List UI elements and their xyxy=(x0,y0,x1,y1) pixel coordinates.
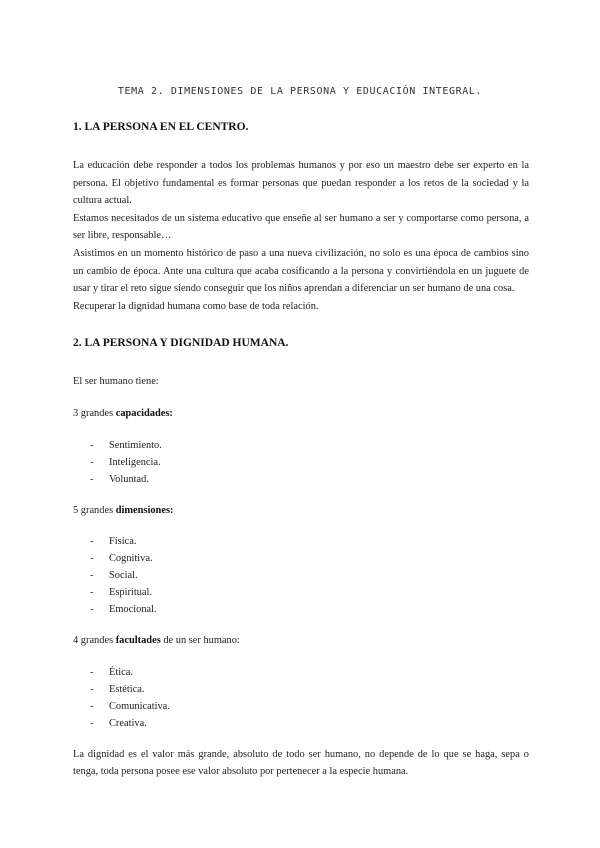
dimensiones-list xyxy=(73,533,529,618)
bullet-dash: - xyxy=(90,570,94,582)
section-2-intro: El ser humano tiene: xyxy=(73,376,159,388)
list-item-text: Espiritual. xyxy=(109,587,152,599)
facultades-suffix: de un ser humano: xyxy=(160,635,240,647)
list-item-text: Estética. xyxy=(109,683,145,695)
document-title: TEMA 2. DIMENSIONES DE LA PERSONA Y EDUCACIÓN INTEGRAL. xyxy=(117,86,483,97)
list-item xyxy=(73,437,529,454)
section-1-heading: 1. LA PERSONA EN EL CENTRO. xyxy=(73,121,249,133)
list-item xyxy=(73,681,529,698)
list-item xyxy=(73,567,529,584)
list-item-text: Comunicativa. xyxy=(109,700,170,712)
section-1-paragraph: Asistimos en un momento histórico de paso a una nueva civilización, no solo es una época de cambios sino un cambio de época. Ante una cultura que acaba cosificando a la persona y convirtiéndola en un juguete de usar y tirar el reto sigue siendo conseguir que los niños aprendan a diferenciar un ser humano de una cosa. xyxy=(73,247,529,295)
dimensiones-label: dimensiones: xyxy=(115,504,174,516)
list-item-text: Inteligencia. xyxy=(109,456,161,468)
list-item-text: Emocional. xyxy=(109,604,157,616)
list-item-text: Voluntad. xyxy=(109,473,149,485)
bullet-dash: - xyxy=(90,553,94,565)
list-item xyxy=(73,471,529,488)
facultades-list xyxy=(73,664,529,732)
list-item-text: Social. xyxy=(109,570,138,582)
bullet-dash: - xyxy=(90,604,94,616)
facultades-heading xyxy=(73,632,529,650)
bullet-dash: - xyxy=(90,700,94,712)
list-item xyxy=(73,584,529,601)
list-item xyxy=(73,601,529,618)
list-item-text: Cognitiva. xyxy=(109,553,153,565)
section-1-paragraph: Estamos necesitados de un sistema educativo que enseñe al ser humano a ser y comportarse como persona, a ser libre, responsable… xyxy=(73,212,529,242)
facultades-label: facultades xyxy=(115,635,161,647)
capacidades-heading xyxy=(73,405,529,423)
section-1-paragraph: La educación debe responder a todos los problemas humanos y por eso un maestro debe ser experto en la persona. El objetivo fundamental es formar personas que puedan responder a los retos de la sociedad y la cultura actual. xyxy=(73,160,529,207)
list-item-text: Ética. xyxy=(109,666,133,678)
list-item-text: Sentimiento. xyxy=(109,439,162,451)
list-item xyxy=(73,715,529,732)
capacidades-list xyxy=(73,437,529,488)
bullet-dash: - xyxy=(90,717,94,729)
bullet-dash: - xyxy=(90,536,94,548)
bullet-dash: - xyxy=(90,439,94,451)
list-item-text: Física. xyxy=(109,536,137,548)
closing-paragraph: La dignidad es el valor más grande, absoluto de todo ser humano, no depende de lo que se haga, sepa o tenga, toda persona posee ese valor absoluto por pertenecer a la especie humana. xyxy=(73,748,529,778)
section-1-paragraph: Recuperar la dignidad humana como base de toda relación. xyxy=(73,300,319,312)
list-item xyxy=(73,698,529,715)
bullet-dash: - xyxy=(90,456,94,468)
bullet-dash: - xyxy=(90,683,94,695)
bullet-dash: - xyxy=(90,473,94,485)
section-2-heading: 2. LA PERSONA Y DIGNIDAD HUMANA. xyxy=(73,337,289,350)
dimensiones-heading xyxy=(73,502,529,520)
capacidades-prefix: 3 grandes xyxy=(73,407,116,419)
list-item xyxy=(73,454,529,471)
list-item xyxy=(73,533,529,550)
list-item xyxy=(73,664,529,681)
bullet-dash: - xyxy=(90,587,94,599)
list-item-text: Creativa. xyxy=(109,717,147,729)
document-body xyxy=(73,121,529,781)
list-item xyxy=(73,550,529,567)
facultades-prefix: 4 grandes xyxy=(73,635,116,647)
capacidades-label: capacidades: xyxy=(115,407,173,419)
dimensiones-prefix: 5 grandes xyxy=(73,504,116,516)
bullet-dash: - xyxy=(90,666,94,678)
